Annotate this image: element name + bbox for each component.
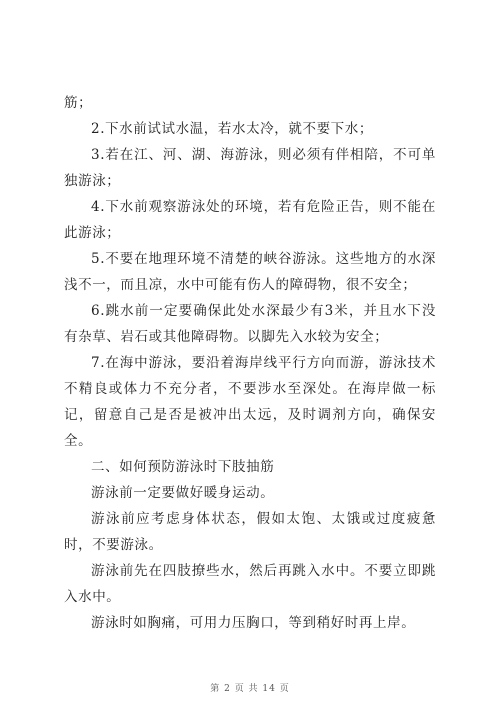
paragraph-continuation: 筋； [64, 95, 93, 111]
paragraph-warmup: 游泳前一定要做好暖身运动。 [91, 485, 275, 501]
document-body [64, 90, 436, 636]
paragraph-item-7: 7.在海中游泳，要沿着海岸线平行方向而游，游泳技术不精良或体力不充分者，不要涉水至深处。在海岸做一标记，留意自己是否是被冲出太远，及时调剂方向，确保安全。 [64, 355, 436, 449]
paragraph-item-2: 2.下水前试试水温，若水太冷，就不要下水； [91, 121, 373, 137]
section-heading: 二、如何预防游泳时下肢抽筋 [91, 459, 275, 475]
paragraph-chest-pain: 游泳时如胸痛，可用力压胸口，等到稍好时再上岸。 [91, 615, 416, 631]
paragraph-item-3: 3.若在江、河、湖、海游泳，则必须有伴相陪，不可单独游泳； [64, 147, 436, 189]
paragraph-item-4: 4.下水前观察游泳处的环境，若有危险正告，则不能在此游泳； [64, 199, 436, 241]
paragraph-item-5: 5.不要在地理环境不清楚的峡谷游泳。这些地方的水深浅不一，而且凉，水中可能有伤人的障碍物，很不安全； [64, 251, 436, 293]
paragraph-item-6: 6.跳水前一定要确保此处水深最少有3米，并且水下没有杂草、岩石或其他障碍物。以脚先入水较为安全； [64, 303, 436, 345]
paragraph-body-state: 游泳前应考虑身体状态，假如太饱、太饿或过度疲惫时，不要游泳。 [64, 511, 436, 553]
page-footer: 第 2 页 共 14 页 [210, 684, 290, 694]
paragraph-splash-water: 游泳前先在四肢撩些水，然后再跳入水中。不要立即跳入水中。 [64, 563, 436, 605]
